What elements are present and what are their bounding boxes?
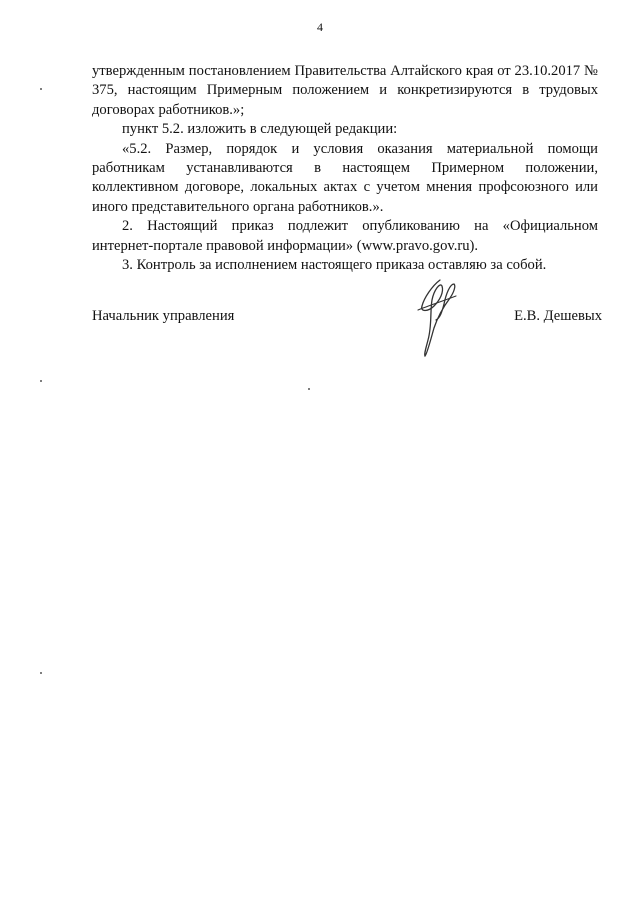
scan-speck: [308, 388, 310, 390]
paragraph-amendment-text: «5.2. Размер, порядок и условия оказания материальной помощи работникам устанавливаются в настоящем Примерном положении, коллективном договоре, локальных актах с учетом мнения профсоюзного или иного представительного органа работников.».: [92, 140, 598, 215]
scan-speck: [40, 380, 42, 382]
signatory-title: Начальник управления: [92, 308, 235, 324]
signatory-name: Е.В. Дешевых: [514, 308, 602, 324]
scan-speck: [40, 672, 42, 674]
page-number: 4: [317, 20, 323, 34]
paragraph-control: 3. Контроль за исполнением настоящего приказа оставляю за собой.: [122, 257, 547, 274]
paragraph-continuation: утвержденным постановлением Правительства Алтайского края от 23.10.2017 № 375, настоящим Примерным положением и конкретизируются в трудовых договорах работников.»;: [92, 63, 598, 118]
scan-speck: [40, 88, 42, 90]
document-body: [92, 62, 598, 275]
paragraph-amendment-intro: пункт 5.2. изложить в следующей редакции:: [122, 121, 398, 138]
handwritten-signature: [410, 276, 470, 360]
paragraph-publication: 2. Настоящий приказ подлежит опубликованию на «Официальном интернет-портале правовой информации» (www.pravo.gov.ru).: [92, 218, 598, 254]
